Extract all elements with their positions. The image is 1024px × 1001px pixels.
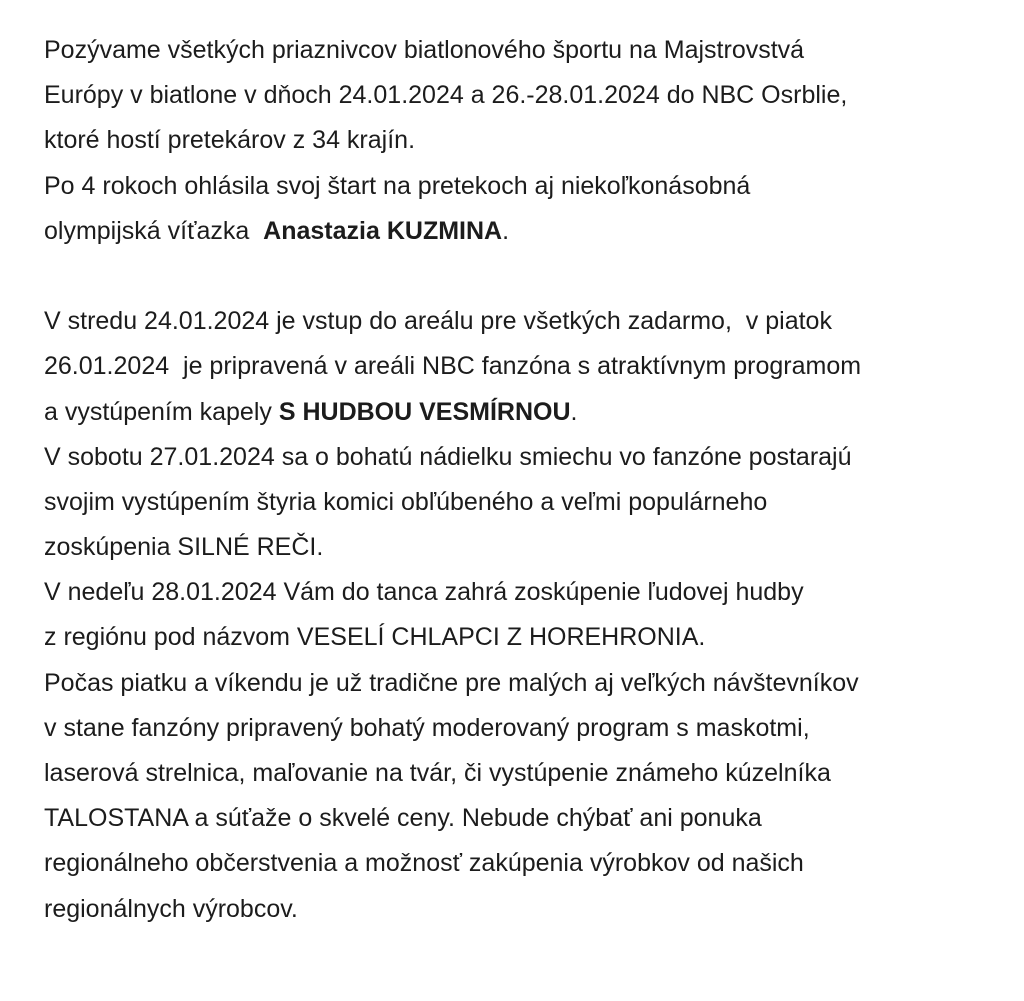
text-line: zoskúpenia SILNÉ REČI. <box>44 533 324 562</box>
text-fragment: olympijská víťazka <box>44 216 264 245</box>
document-body <box>44 28 1004 932</box>
text-line: V sobotu 27.01.2024 sa o bohatú nádielku smiechu vo fanzóne postarajú <box>44 442 852 471</box>
text-line: laserová strelnica, maľovanie na tvár, či vystúpenie známeho kúzelníka <box>44 759 831 787</box>
band-name: S HUDBOU VESMÍRNOU <box>278 397 571 426</box>
text-fragment: . <box>570 397 578 426</box>
text-line: ktoré hostí pretekárov z 34 krajín. <box>44 126 416 155</box>
athlete-name: Anastazia KUZMINA <box>263 216 503 245</box>
text-line: v stane fanzóny pripravený bohatý moderovaný program s maskotmi, <box>44 713 810 742</box>
text-line: TALOSTANA a súťaže o skvelé ceny. Nebude chýbať ani ponuka <box>44 804 762 833</box>
program-paragraph <box>44 299 1004 932</box>
text-line: V nedeľu 28.01.2024 Vám do tanca zahrá zoskúpenie ľudovej hudby <box>44 578 804 607</box>
text-line: Počas piatku a víkendu je už tradične pre malých aj veľkých návštevníkov <box>44 668 859 697</box>
text-line: z regiónu pod názvom VESELÍ CHLAPCI Z HOREHRONIA. <box>44 623 706 652</box>
text-line: svojim vystúpením štyria komici obľúbeného a veľmi populárneho <box>44 487 768 516</box>
text-line <box>44 209 1004 254</box>
text-fragment: a vystúpením kapely <box>44 397 279 426</box>
text-line: Pozývame všetkých priaznivcov biatlonového športu na Majstrovstvá <box>44 36 805 64</box>
text-line: regionálnych výrobcov. <box>44 894 298 923</box>
text-line: 26.01.2024 je pripravená v areáli NBC fanzóna s atraktívnym programom <box>44 352 862 381</box>
text-line: Európy v biatlone v dňoch 24.01.2024 a 26.-28.01.2024 do NBC Osrblie, <box>44 81 848 110</box>
text-line: regionálneho občerstvenia a možnosť zakúpenia výrobkov od našich <box>44 849 804 878</box>
intro-paragraph <box>44 28 1004 254</box>
paragraph-spacer <box>44 254 1004 299</box>
text-line: Po 4 rokoch ohlásila svoj štart na pretekoch aj niekoľkonásobná <box>44 171 751 200</box>
text-fragment: . <box>502 216 510 245</box>
text-line: V stredu 24.01.2024 je vstup do areálu pre všetkých zadarmo, v piatok <box>44 307 832 336</box>
text-line <box>44 390 1004 435</box>
